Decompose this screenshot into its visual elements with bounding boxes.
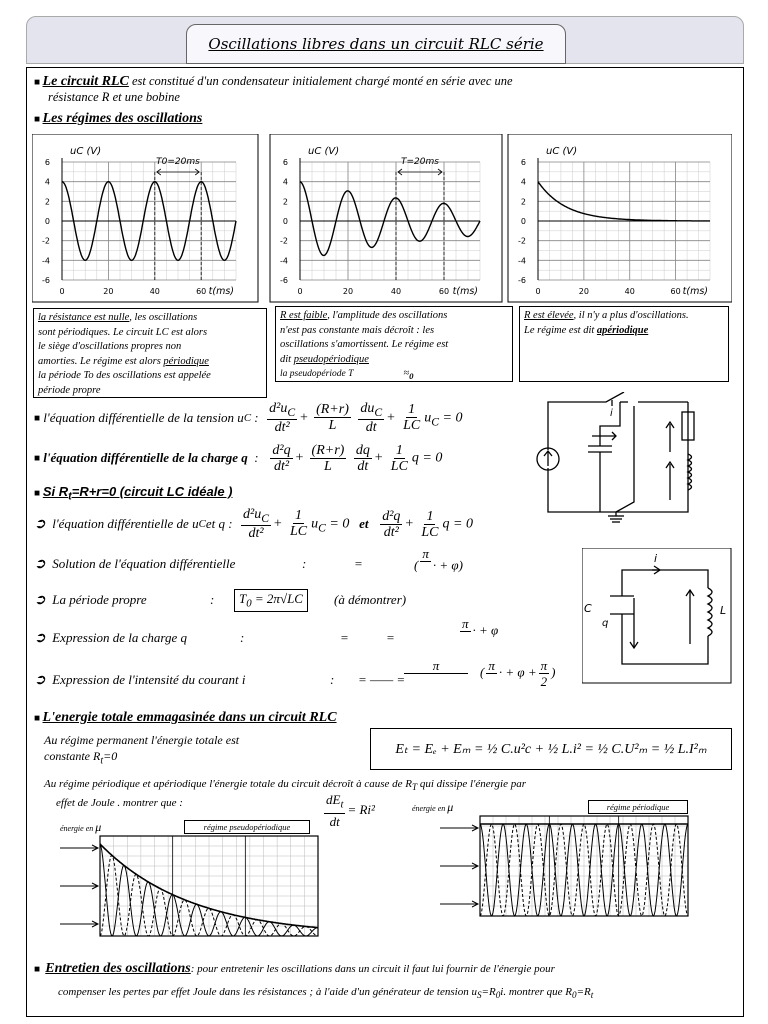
x-tick-label: 0 <box>59 287 65 296</box>
period-label: T=20ms <box>401 157 439 167</box>
si-lc-ideal: ■ Si $R_t=R+r=0$ (circuit LC idéale ) <box>34 484 233 503</box>
x-tick-label: 0 <box>297 287 303 296</box>
dE-dt-eq: $\frac{dE_t}{dt}$ = Ri² <box>326 792 375 829</box>
energie-formula: Eₜ = Eₑ + Eₘ = ½ C.u²c + ½ L.i² = ½ C.U²ₘ = ½ L.I²ₘ <box>370 728 732 770</box>
x-tick-label: 40 <box>149 287 160 296</box>
y-tick-label: 2 <box>520 197 526 207</box>
y-tick-label: 0 <box>282 217 288 226</box>
energie-heading: ■ L'energie totale emmagasinée dans un circuit RLC <box>34 710 337 725</box>
x-tick-label: 20 <box>342 287 354 296</box>
x-tick-label: 60 <box>438 287 450 296</box>
regime-periodique-label: régime périodique <box>588 800 688 814</box>
y-tick-label: -2 <box>518 236 526 246</box>
circuit-rlc-generator <box>520 392 732 524</box>
x-axis-label: t(ms) <box>682 286 708 297</box>
y-tick-label: -4 <box>42 256 50 266</box>
y-tick-label: 2 <box>44 197 50 207</box>
y-tick-label: 6 <box>520 158 526 167</box>
entretien: ■ Entretien des oscillations: pour entretenir les oscillations dans un circuit il faut lui fournir de l'énergie pour compenser les pertes par effet Joule dans les résistances ; à l'aide d'un générateur de tension $u_S=R_0i$. montrer que $R_0=R_t$ <box>34 961 594 1001</box>
solution: ➲ Solution de l'équation différentielle : = ( π · + φ) <box>34 546 463 573</box>
x-tick-label: 60 <box>670 287 681 296</box>
x-tick-label: 40 <box>624 287 635 296</box>
regimes-heading: ■ Les régimes des oscillations <box>34 111 203 126</box>
y-tick-label: 6 <box>282 158 288 167</box>
x-tick-label: 0 <box>535 287 541 296</box>
y-tick-label: -6 <box>280 276 288 285</box>
y-tick-label: 0 <box>44 217 50 226</box>
svg-text:q: q <box>602 618 609 629</box>
graph-frame <box>270 134 502 302</box>
x-axis-label: t(ms) <box>208 286 234 297</box>
eq-lc: ➲ l'équation différentielle de u C et q : $\frac{d^2u_C}{\text{dt²}}$ + $\frac{1}{LC}$ $u_C = 0$ et $\frac{\text{d²q}}{\text{dt²}}$ + $\frac{1}{LC}$ q = 0 <box>34 506 473 542</box>
energie-permanent: Au régime permanent l'énergie totale est constante $R_t=0$ <box>44 733 240 767</box>
x-tick-label: 60 <box>196 287 207 296</box>
eq-tension: ■ l'équation différentielle de la tension u C : $\frac{d^2u_C}{\text{dt²}}$ + $\frac{(R+r)}{L}$ $\frac{du_C}{dt}$ + $\frac{1}{LC}$ $u_C = 0$ <box>34 400 463 436</box>
energy-graph-periodic <box>440 814 692 922</box>
y-axis-label: uC (V) <box>308 146 340 157</box>
y-tick-label: 4 <box>44 177 50 187</box>
note-periodique: la résistance est nulle, les oscillations sont périodiques. Le circuit LC est alors le siège d'oscillations propres non amorties. Le régime est alors périodique la période To des oscillations est appelée période propre <box>33 308 267 398</box>
y-tick-label: 2 <box>282 197 288 207</box>
expression-intensite: ➲ Expression de l'intensité du courant i : = —— = π ( π · + φ + $\frac{\pi}{2}$ ) <box>34 658 556 689</box>
regimes-graphs <box>32 134 732 304</box>
x-axis-label: t(ms) <box>452 286 478 297</box>
x-tick-label: 20 <box>103 287 114 296</box>
intro: ■ Le circuit RLC est constitué d'un condensateur initialement chargé monté en série avec une résistance R et une bobine <box>34 74 513 104</box>
y-tick-label: 4 <box>282 177 288 187</box>
energie-decroit: Au régime périodique et apériodique l'énergie totale du circuit décroît à cause de $R_T$ qui dissipe l'énergie par effet de Joule . montrer que : <box>44 778 526 810</box>
y-tick-label: 4 <box>520 177 526 187</box>
svg-text:i: i <box>610 408 613 419</box>
expression-charge: ➲ Expression de la charge q : = = π · + φ <box>34 616 499 646</box>
y-tick-label: 6 <box>44 158 50 167</box>
period-label: T0=20ms <box>156 157 200 167</box>
y-tick-label: -6 <box>42 276 50 285</box>
note-aperiodique: R est élevée, il n'y a plus d'oscillations. Le régime est dit apériodique <box>519 306 729 382</box>
y-tick-label: 0 <box>520 217 526 226</box>
x-tick-label: 40 <box>390 287 402 296</box>
y-tick-label: -4 <box>518 256 526 266</box>
y-axis-label: uC (V) <box>546 146 578 157</box>
svg-text:i: i <box>654 552 658 565</box>
energie-en-right: énergie en μ <box>412 800 454 814</box>
note-pseudoperiodique: R est faible, l'amplitude des oscillations n'est pas constante mais décroît : les oscillations s'amortissent. Le régime est dit pseudopériodique la pseudopériode $T \approx_0$ <box>275 306 513 382</box>
svg-text:L: L <box>720 604 727 617</box>
y-tick-label: -2 <box>280 236 288 246</box>
circuit-lc <box>582 548 732 684</box>
y-axis-label: uC (V) <box>70 146 102 157</box>
y-tick-label: -4 <box>280 256 288 266</box>
y-tick-label: -6 <box>518 276 526 285</box>
regime-pseudo-label: régime pseudopériodique <box>184 820 310 834</box>
svg-text:C: C <box>584 602 592 615</box>
graph-frame <box>32 134 258 302</box>
energie-en-left: énergie en μ <box>60 820 102 834</box>
eq-charge: ■ l'équation différentielle de la charge q : $\frac{\text{d²q}}{\text{dt²}}$ + $\frac{(R+r)}{L}$ $\frac{dq}{dt}$ + $\frac{1}{LC}$ q = 0 <box>34 442 443 474</box>
periode-propre: ➲ La période propre : $T_0 = 2\pi√LC$ (à démontrer) <box>34 591 407 610</box>
page-title: Oscillations libres dans un circuit RLC série <box>186 24 566 64</box>
x-tick-label: 20 <box>578 287 589 296</box>
y-tick-label: -2 <box>42 236 50 246</box>
energy-graph-pseudo <box>60 834 322 942</box>
